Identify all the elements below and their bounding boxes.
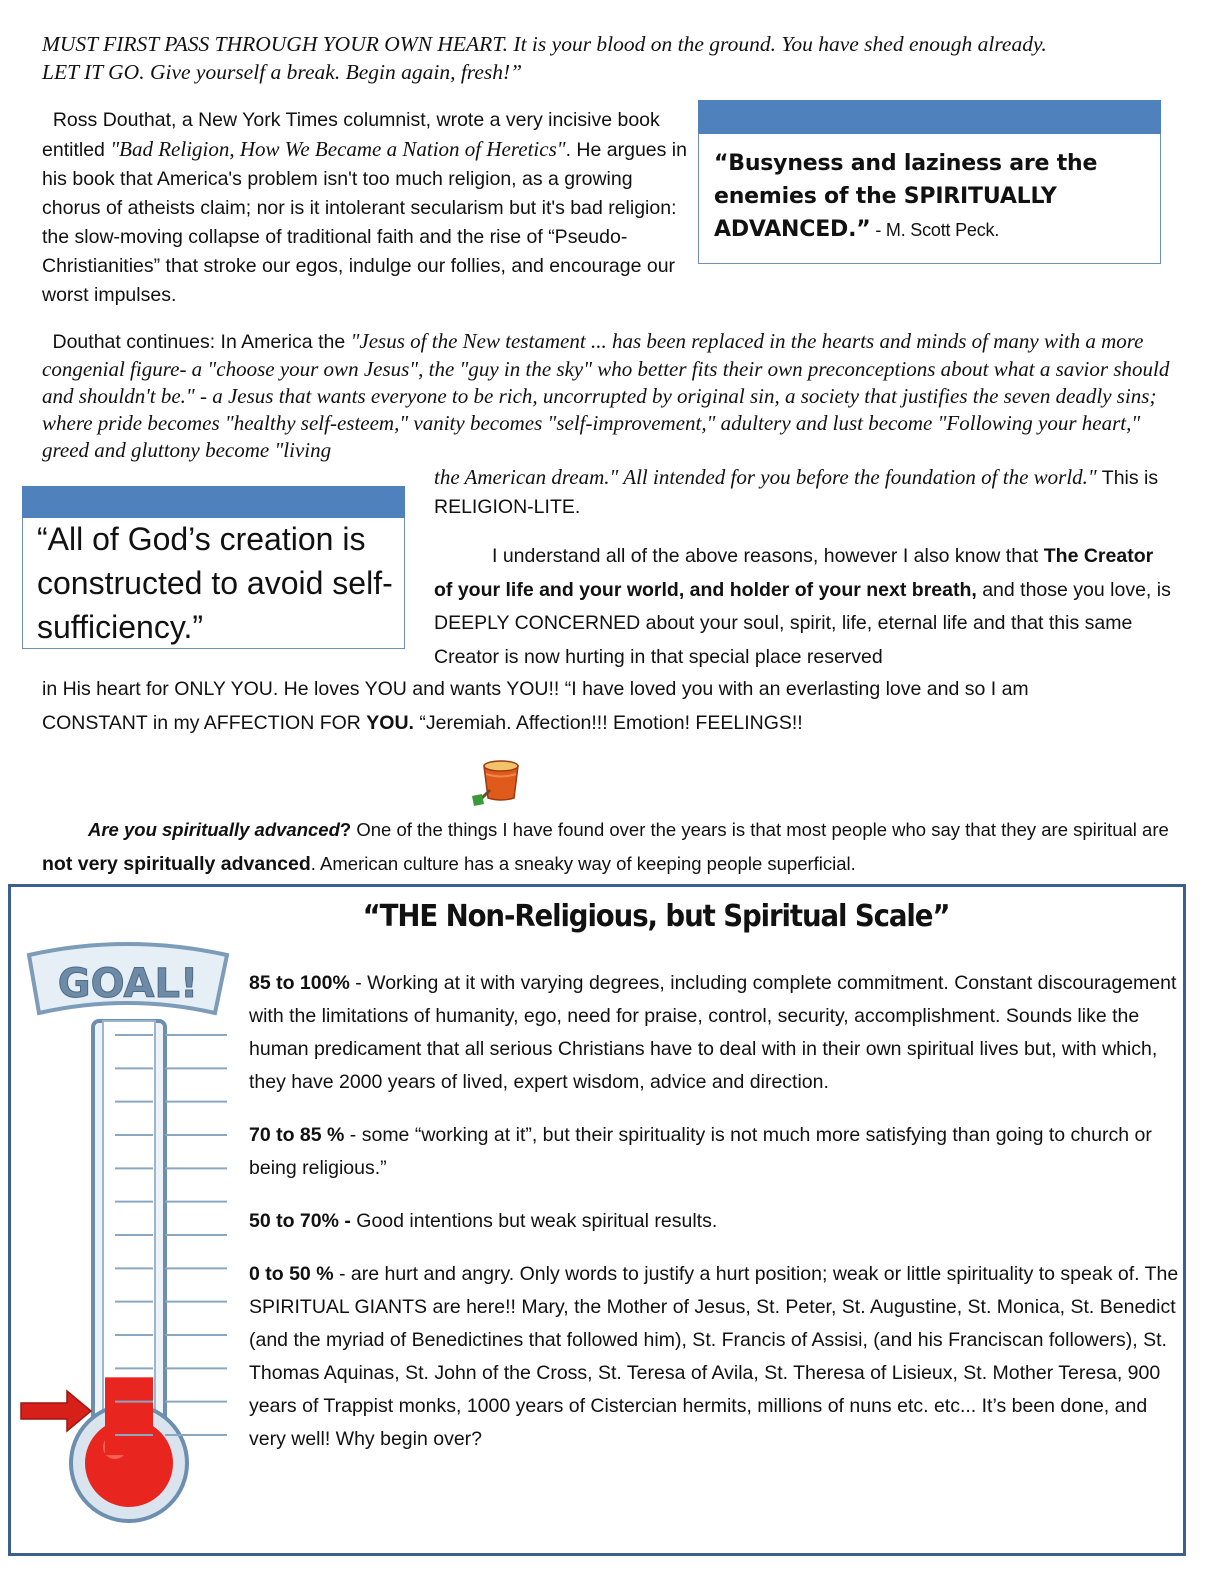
scale-title: “THE Non-Religious, but Spiritual Scale” — [362, 899, 950, 934]
advanced-text-1: One of the things I have found over the years is that most people who say that they are spiritual are — [351, 819, 1169, 840]
book-title: "Bad Religion, How We Became a Nation of Heretics" — [110, 137, 566, 161]
scale-item-0-50: 0 to 50 % - are hurt and angry. Only words to justify a hurt position; weak or little spirituality to speak of. The SPIRITUAL GIANTS are here!! Mary, the Mother of Jesus, St. Peter, St. Augustine, St. Monica, St. Benedict (and the myriad of Benedictines that followed him), St. Francis of Assisi, (and his Franciscan followers), St. Thomas Aquinas, St. John of the Cross, St. Teresa of Avila, St. Theresa of Lisieux, St. Mother Teresa, 900 years of Trappist monks, 1000 years of Cistercian hermits, millions of nuns etc. etc... It’s been done, and very well! Why begin over? — [249, 1263, 1179, 1450]
scale-item-50-70: 50 to 70% - Good intentions but weak spiritual results. — [249, 1210, 718, 1232]
busyness-quote — [714, 147, 1154, 247]
bucket-icon — [470, 752, 532, 806]
understand-bold: The Creator of your life and your world, and holder of your next breath, — [434, 545, 1154, 601]
continues-quote: "Jesus of the New testament ... has been replaced in the hearts and minds of many with a more congenial figure- a "choose your own Jesus", the "guy in the sky" who better fits their own preconceptions about what a savior should and shouldn't be." - a Jesus that wants everyone to be rich, uncorrupted by original sin, a society that justifies the seven deadly sins; where pride becomes "healthy self-esteem," vanity becomes "self-improvement," adultery and lust become "Following your heart," greed and gluttony become "living — [42, 329, 1170, 462]
understand-paragraph — [434, 540, 1174, 674]
busyness-quote-text: “Busyness and laziness are the enemies of the SPIRITUALLY ADVANCED.” — [714, 151, 1098, 242]
thermometer-icon — [15, 935, 245, 1545]
quote-box-header-bar — [22, 486, 405, 518]
creation-quote: “All of God’s creation is constructed to avoid self-sufficiency.” — [37, 521, 393, 645]
continues-tail-quote: the American dream." All intended for you before the foundation of the world." — [434, 465, 1097, 489]
arrow-right-icon — [21, 1391, 91, 1431]
top-quote-line-2: LET IT GO. Give yourself a break. Begin again, fresh!” — [42, 60, 523, 84]
advanced-question: Are you spiritually advanced — [88, 819, 340, 840]
understand-line-2: CONSTANT in my AFFECTION FOR YOU. “Jeremiah. Affection!!! Emotion! FEELINGS!! — [42, 711, 803, 734]
top-quote-line-1: MUST FIRST PASS THROUGH YOUR OWN HEART. It is your blood on the ground. You have shed enough already. — [42, 32, 1047, 56]
spiritual-scale-box — [8, 884, 1186, 1556]
spiritually-advanced-paragraph: Are you spiritually advanced? One of the things I have found over the years is that most people who say that they are spiritual are not very spiritually advanced. American culture has a sneaky way of keeping people superficial. — [42, 819, 1169, 875]
scale-content — [249, 967, 1179, 1476]
scale-item-85-100: 85 to 100% - Working at it with varying degrees, including complete commitment. Constant discouragement with the limitations of humanity, ego, need for praise, control, security, accomplishment. Sounds like the human predicament that all serious Christians have to deal with in their own spiritual lives but, with which, they have 2000 years of lived, expert wisdom, advice and direction. — [249, 972, 1177, 1093]
busyness-quote-box — [698, 100, 1161, 264]
douthat-text-1: Ross Douthat, a New York Times columnist, wrote a very incisive book entitled — [42, 109, 660, 161]
continues-lead: Douthat continues: In America the — [52, 331, 351, 353]
thermometer-mercury — [105, 1377, 153, 1455]
goal-label: GOAL! — [57, 961, 199, 1007]
advanced-text-2: . American culture has a sneaky way of keeping people superficial. — [310, 853, 856, 874]
understand-line-1: in His heart for ONLY YOU. He loves YOU and wants YOU!! “I have loved you with an everlasting love and so I am — [42, 678, 1029, 700]
douthat-text-2: . He argues in his book that America's problem isn't too much religion, as a growing chorus of atheists claim; nor is it intolerant secularism but it's bad religion: the slow-moving collapse of traditional faith and the rise of “Pseudo-Christianities” that stroke our egos, indulge our follies, and encourage our worst impulses. — [42, 139, 687, 306]
advanced-bold: not very spiritually advanced — [42, 853, 311, 875]
quote-box-header-bar — [698, 100, 1161, 134]
scale-item-70-85: 70 to 85 % - some “working at it”, but their spirituality is not much more satisfying than going to church or being religious.” — [249, 1124, 1152, 1179]
religion-lite: This is RELIGION-LITE. — [434, 467, 1159, 518]
douthat-continues-paragraph — [42, 328, 1192, 518]
creation-quote-box — [22, 486, 405, 649]
understand-paragraph-continued — [42, 673, 1192, 740]
continues-tail — [434, 463, 1174, 521]
understand-text-2: and those you love, is DEEPLY CONCERNED about your soul, spirit, life, eternal life and that this same Creator is now hurting in that special place reserved — [434, 578, 1171, 668]
understand-text-1: I understand all of the above reasons, however I also know that — [492, 545, 1044, 567]
busyness-quote-attribution: - M. Scott Peck. — [870, 220, 1000, 240]
top-quote — [42, 30, 1192, 86]
